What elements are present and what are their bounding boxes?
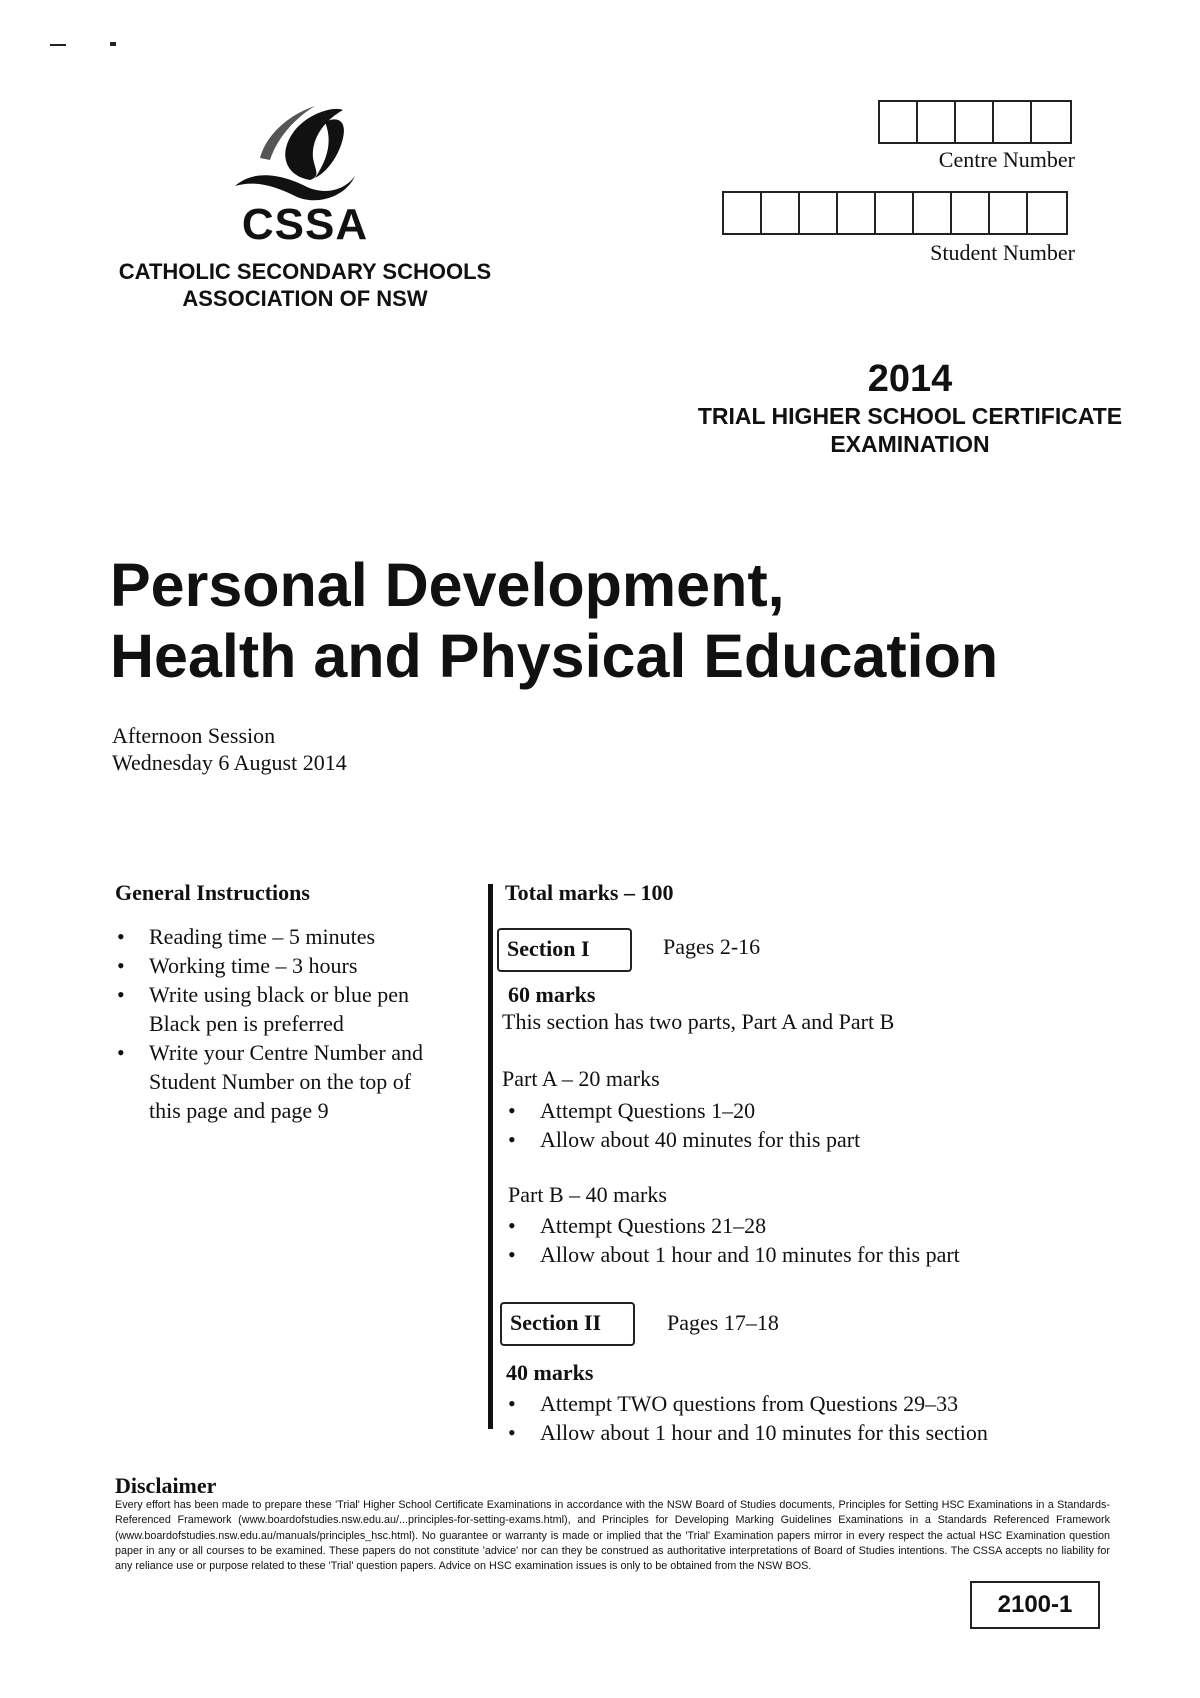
digit-box[interactable] [1032,102,1070,142]
student-number-boxes[interactable] [722,191,1068,235]
exam-title [640,402,1180,458]
scan-mark [50,44,66,46]
digit-box[interactable] [880,102,918,142]
digit-box[interactable] [762,193,800,233]
digit-box[interactable] [918,102,956,142]
digit-box[interactable] [838,193,876,233]
digit-box[interactable] [952,193,990,233]
list-item: • Attempt Questions 1–20 [506,1096,860,1125]
digit-box[interactable] [1028,193,1066,233]
digit-box[interactable] [994,102,1032,142]
part-b-title: Part B – 40 marks [508,1182,667,1207]
digit-box[interactable] [800,193,838,233]
list-item: • Allow about 40 minutes for this part [506,1125,860,1154]
disclaimer-heading: Disclaimer [115,1473,217,1498]
list-item [115,951,475,980]
list-item: • Attempt TWO questions from Questions 29–33 [506,1389,988,1418]
part-a-list [506,1096,860,1154]
part-a-title: Part A – 20 marks [502,1066,660,1091]
disclaimer-text: Every effort has been made to prepare these 'Trial' Higher School Certificate Examinations in accordance with the NSW Board of Studies documents, Principles for Setting HSC Examinations in a Standards-Referenced Framework (www.boardofstudies.nsw.edu.au/...principles-for-setting-exams.html), and Principles for Developing Marking Guidelines Examinations in a Standards Referenced Framework (www.boardofstudies.nsw.edu.au/manuals/principles_hsc.html). No guarantee or warranty is made or implied that the 'Trial' Examination papers mirror in every respect the actual HSC Examination question paper in any or all courses to be examined. These papers do not constitute 'advice' nor can they be construed as authoritative interpretations of Board of Studies intentions. The CSSA accepts no liability for any reliance use or purpose related to these 'Trial' question papers. Advice on HSC examination issues is only to be obtained from the NSW BOS. [115,1499,1110,1573]
digit-box[interactable] [914,193,952,233]
section-2-list [506,1389,988,1447]
logo-name: CSSA [241,200,369,249]
list-item: • Attempt Questions 21–28 [506,1211,960,1240]
exam-date: Wednesday 6 August 2014 [112,750,347,775]
list-item [115,922,475,951]
subject-title [110,550,998,692]
instruction-text: • Write your Centre Number and [149,1040,424,1065]
instruction-text: Student Number on the top of [149,1069,412,1094]
instruction-text: • Write using black or blue pen [149,982,409,1007]
section-1-pages: Pages 2-16 [663,934,761,959]
digit-box[interactable] [990,193,1028,233]
section-1-marks: 60 marks [508,982,596,1007]
list-item [115,980,475,1038]
section-2-pages: Pages 17–18 [667,1310,779,1335]
session-info [112,722,347,776]
total-marks: Total marks – 100 [505,880,674,905]
cssa-logo-icon [215,98,365,208]
part-b-list [506,1211,960,1269]
logo-subtitle-line: CATHOLIC SECONDARY SCHOOLS [118,259,492,284]
digit-box[interactable] [956,102,994,142]
general-instructions-list [115,922,475,1125]
exam-title-line: TRIAL HIGHER SCHOOL CERTIFICATE [697,403,1123,429]
paper-code: 2100-1 [970,1581,1100,1629]
general-instructions-heading: General Instructions [115,880,310,905]
scan-mark [110,42,116,46]
section-1-label: Section I [497,928,632,972]
student-number-label: Student Number [930,240,1075,265]
logo-subtitle-line: ASSOCIATION OF NSW [182,286,428,311]
section-1-description: This section has two parts, Part A and Part B [502,1009,895,1034]
section-2-label: Section II [500,1302,635,1346]
digit-box[interactable] [876,193,914,233]
instruction-text: this page and page 9 [149,1098,329,1123]
instruction-text: Black pen is preferred [149,1011,344,1036]
list-item: • Allow about 1 hour and 10 minutes for this section [506,1418,988,1447]
section-2-marks: 40 marks [506,1360,594,1385]
digit-box[interactable] [724,193,762,233]
session-name: Afternoon Session [112,723,276,748]
instruction-text: Working time – 3 hours [149,953,358,978]
centre-number-label: Centre Number [938,147,1075,172]
centre-number-boxes[interactable] [878,100,1072,144]
logo-subtitle [100,258,510,312]
exam-year: 2014 [867,358,953,400]
column-divider [488,884,493,1429]
subject-line: Health and Physical Education [110,622,999,690]
list-item: • Allow about 1 hour and 10 minutes for this part [506,1240,960,1269]
exam-title-line: EXAMINATION [830,431,990,457]
subject-line: Personal Development, [110,551,785,619]
instruction-text: Reading time – 5 minutes [149,924,376,949]
list-item [115,1038,475,1125]
